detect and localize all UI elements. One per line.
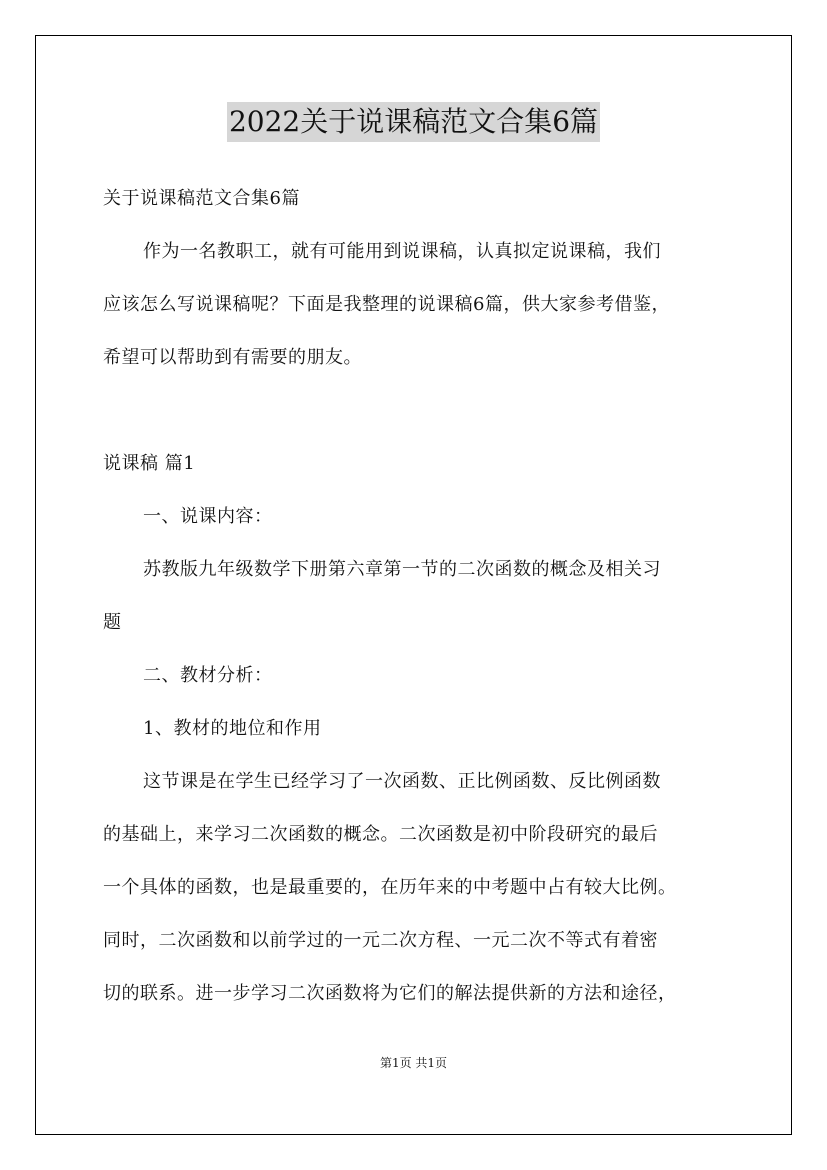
title-container [0,102,827,142]
intro-line-2: 应该怎么写说课稿呢？下面是我整理的说课稿6篇，供大家参考借鉴， [103,294,670,315]
intro-line-1: 作为一名教职工，就有可能用到说课稿，认真拟定说课稿，我们 [143,241,661,262]
item-2-text-line-5: 切的联系。进一步学习二次函数将为它们的解法提供新的方法和途径， [103,983,677,1004]
page-footer [0,1055,827,1071]
intro-line-3: 希望可以帮助到有需要的朋友。 [103,347,362,368]
document-body [103,172,733,1020]
section-heading: 说课稿 篇1 [103,453,196,474]
item-2-text-line-4: 同时，二次函数和以前学过的一元二次方程、一元二次不等式有着密 [103,930,658,951]
item-1-heading: 一、说课内容： [143,506,273,527]
paragraph-gap [103,384,733,437]
item-2-sub-heading: 1、教材的地位和作用 [143,718,322,739]
document-subtitle: 关于说课稿范文合集6篇 [103,188,300,209]
item-1-text-line-2: 题 [103,612,122,633]
item-1-text-line-1: 苏教版九年级数学下册第六章第一节的二次函数的概念及相关习 [143,559,661,580]
document-title: 2022关于说课稿范文合集6篇 [227,102,600,142]
item-2-text-line-2: 的基础上，来学习二次函数的概念。二次函数是初中阶段研究的最后 [103,824,658,845]
page-number-label: 第1页 共1页 [379,1056,448,1070]
item-2-text-line-1: 这节课是在学生已经学习了一次函数、正比例函数、反比例函数 [143,771,661,792]
item-2-heading: 二、教材分析： [143,665,273,686]
item-2-text-line-3: 一个具体的函数，也是最重要的，在历年来的中考题中占有较大比例。 [103,877,677,898]
